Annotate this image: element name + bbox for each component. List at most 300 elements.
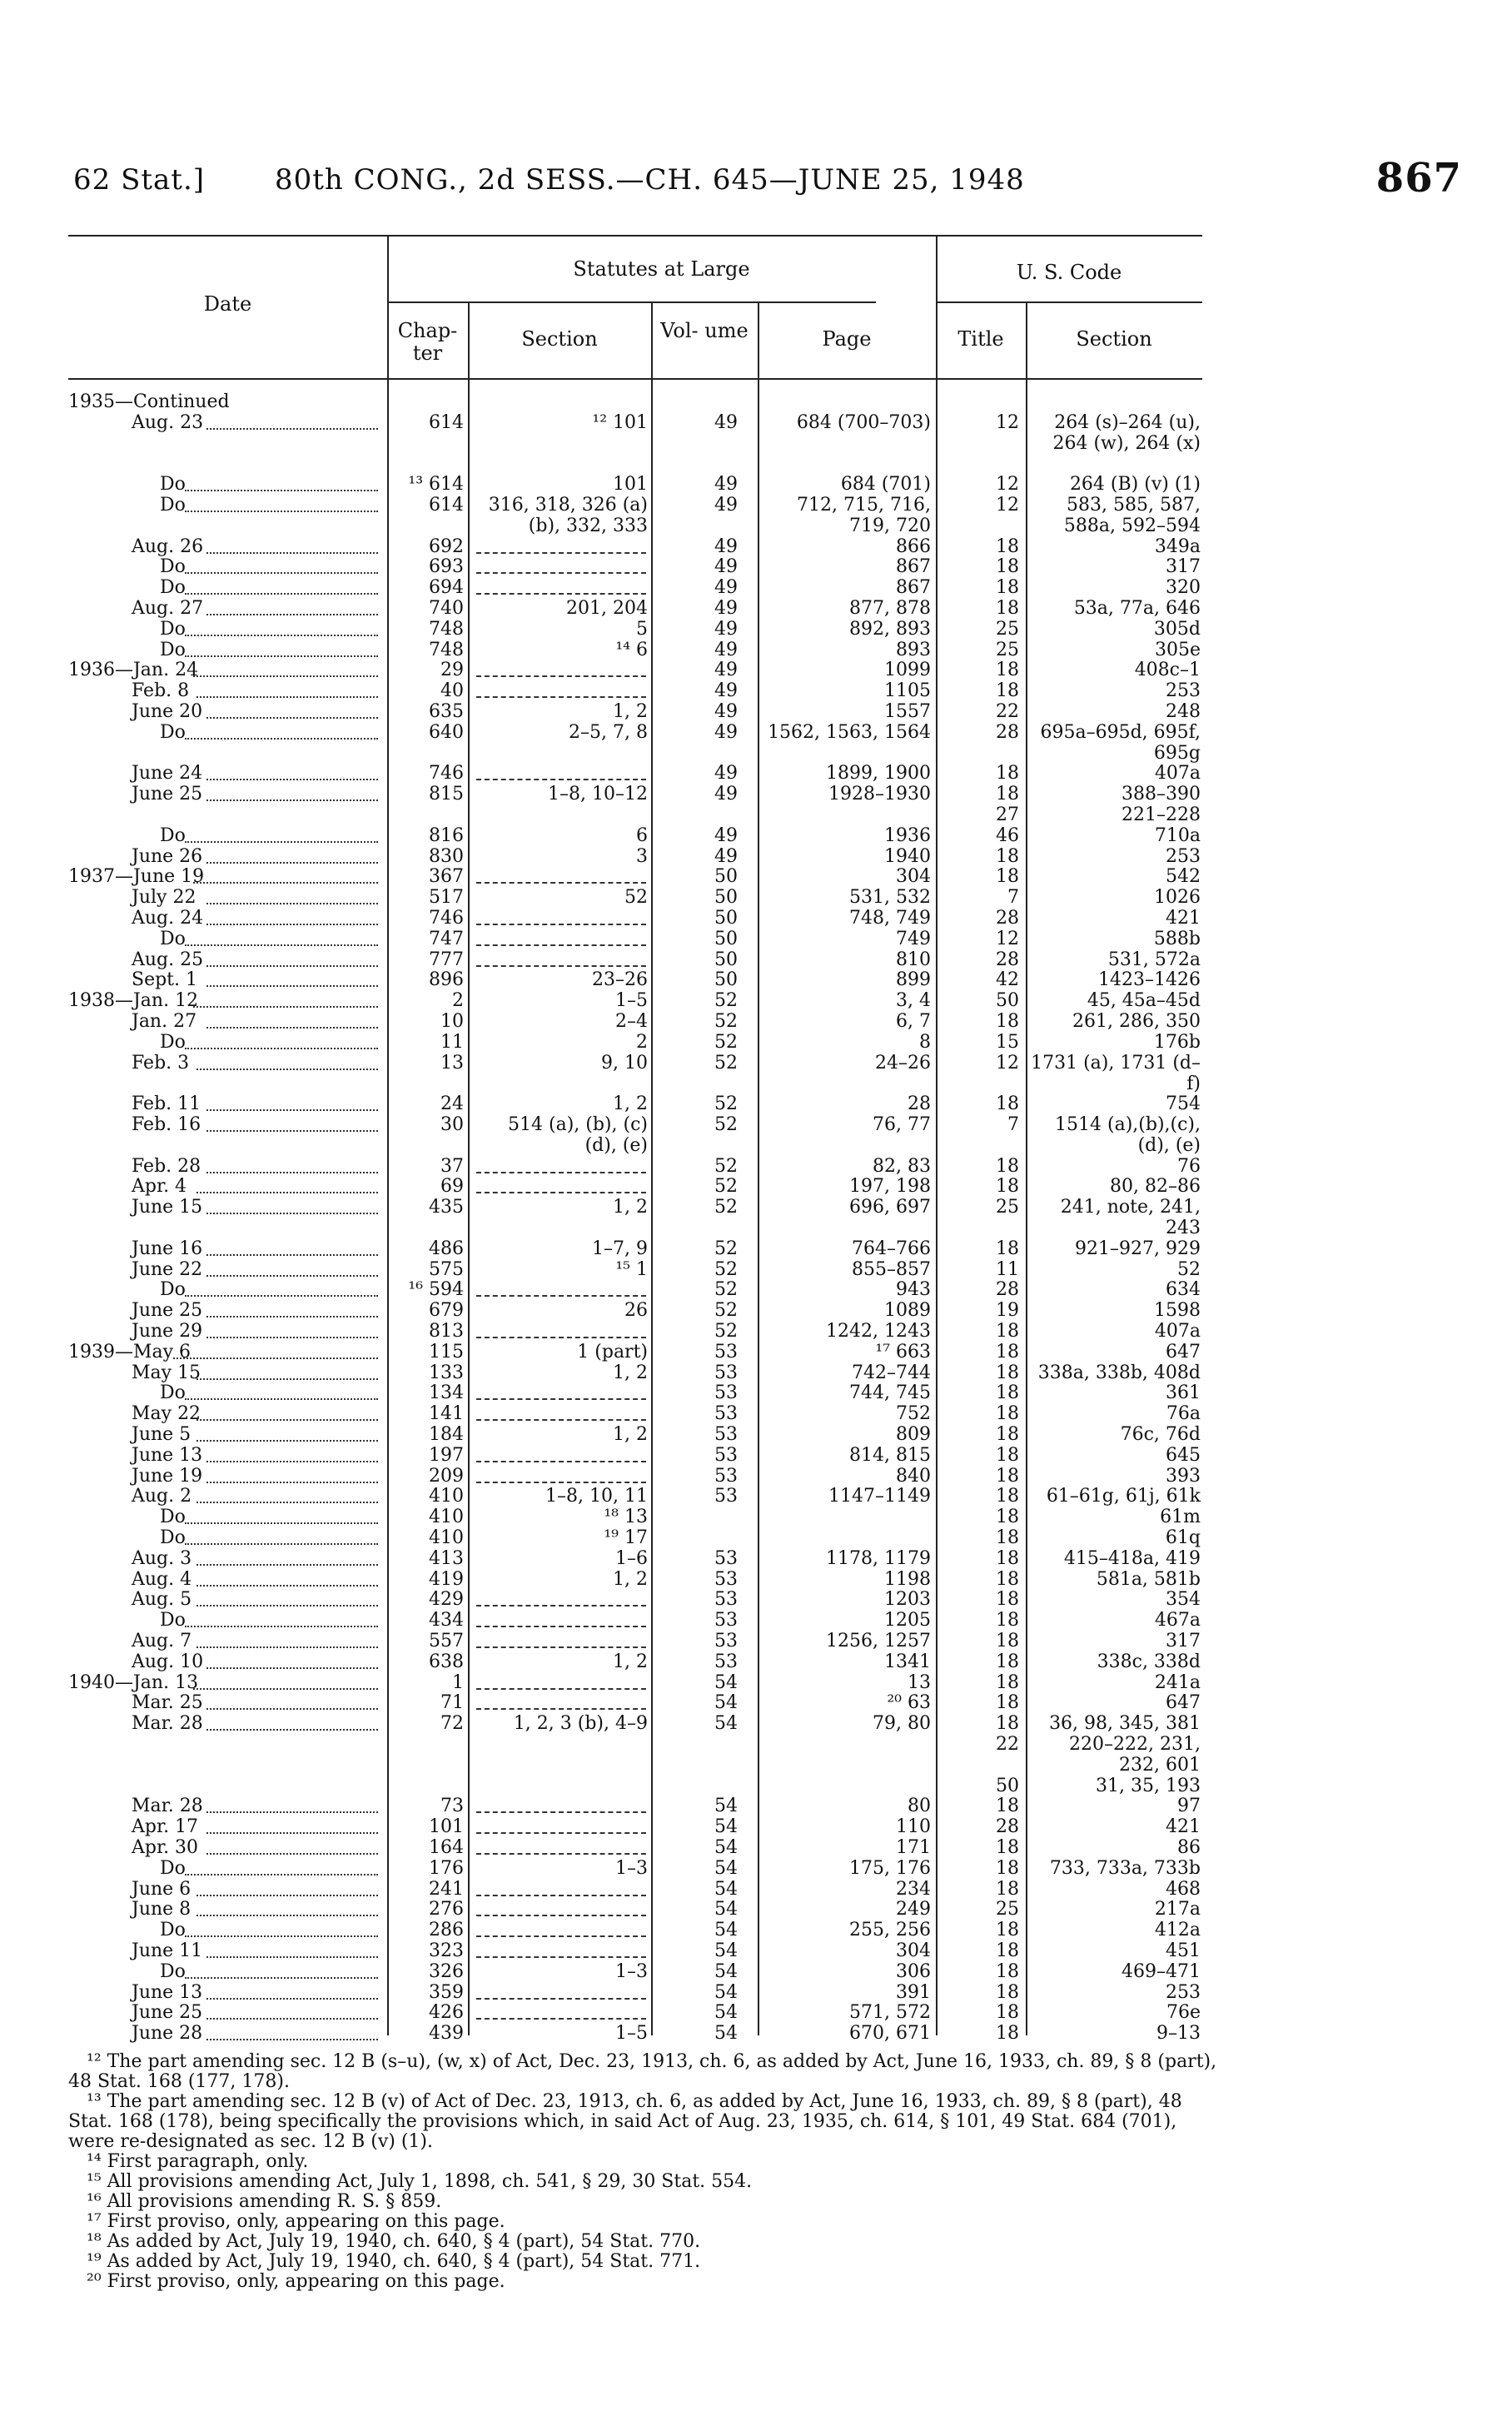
cell-sec: 26 <box>624 1300 648 1322</box>
cell-title: 18 <box>996 680 1019 702</box>
cell-sec: 1, 2, 3 (b), 4–9 <box>513 1713 648 1735</box>
header-bottom-rule <box>68 378 1202 380</box>
table-row <box>68 1879 1202 1900</box>
leader-dots <box>185 1977 378 1979</box>
cell-vol: 52 <box>714 1300 738 1322</box>
cell-csec: 647 <box>1166 1341 1201 1362</box>
table-row <box>68 1548 1202 1569</box>
cell-chap: 286 <box>429 1920 464 1941</box>
cell-vol: 49 <box>714 639 738 660</box>
table-row <box>68 1114 1202 1156</box>
cell-sec: ¹⁹ 17 <box>604 1527 648 1548</box>
cell-page: 1198 <box>884 1568 931 1590</box>
leader-dots <box>185 1626 378 1627</box>
cell-csec: 338c, 338d <box>1097 1651 1201 1672</box>
table-row <box>68 846 1202 867</box>
cell-date: June 11 <box>132 1940 203 1961</box>
leader-dots <box>206 903 378 904</box>
cell-date: Aug. 23 <box>132 411 204 433</box>
cell-date: Apr. 4 <box>132 1176 187 1198</box>
table-row <box>68 474 1202 495</box>
leader-dots <box>206 1832 378 1834</box>
cell-title: 7 <box>1007 1114 1019 1135</box>
leader-dashes <box>476 1172 646 1173</box>
cell-vol: 53 <box>714 1403 738 1425</box>
cell-chap: 410 <box>429 1507 464 1528</box>
cell-csec: 361 <box>1166 1382 1201 1404</box>
cell-csec: 76e <box>1166 2002 1201 2024</box>
cell-vol: 53 <box>714 1486 738 1507</box>
table-row <box>68 1197 1202 1238</box>
cell-chap: ¹³ 614 <box>408 474 464 496</box>
cell-sec: 1, 2 <box>613 1093 648 1115</box>
footnote: ¹⁹ As added by Act, July 19, 1940, ch. 640, § 4 (part), 54 Stat. 771. <box>87 2251 701 2272</box>
cell-csec: 320 <box>1166 577 1201 599</box>
cell-title: 18 <box>996 536 1019 557</box>
cell-csec: 634 <box>1166 1279 1201 1301</box>
cell-vol: 49 <box>714 495 738 516</box>
cell-page: 24–26 <box>875 1052 931 1074</box>
cell-title: 18 <box>996 1176 1019 1198</box>
cell-vol: 54 <box>714 1816 738 1838</box>
cell-date: Aug. 24 <box>132 908 204 929</box>
cell-page: 867 <box>896 577 931 599</box>
cell-vol: 49 <box>714 598 738 619</box>
table-row <box>68 1403 1202 1424</box>
cell-page: 810 <box>896 949 931 970</box>
leader-dots <box>206 1337 378 1338</box>
cell-vol: 49 <box>714 577 738 599</box>
cell-page: 696, 697 <box>849 1197 931 1218</box>
leader-dashes <box>476 1646 646 1648</box>
leader-dots <box>206 1998 378 2000</box>
leader-dots <box>206 1254 378 1256</box>
footnote: ¹⁷ First proviso, only, appearing on this page. <box>87 2211 505 2232</box>
cell-sec: 1, 2 <box>613 1197 648 1218</box>
cell-page: 6, 7 <box>896 1011 931 1032</box>
cell-vol: 53 <box>714 1465 738 1487</box>
footnote: ¹⁴ First paragraph, only. <box>87 2151 309 2172</box>
table-row <box>68 1651 1202 1672</box>
table-row <box>68 784 1202 805</box>
cell-chap: 640 <box>429 721 464 743</box>
table-row <box>68 1816 1202 1837</box>
table-row <box>68 391 1202 412</box>
table-row <box>68 908 1202 929</box>
cell-date: Aug. 7 <box>132 1631 192 1651</box>
cell-csec: 412a <box>1154 1920 1201 1941</box>
cell-title: 18 <box>996 1960 1019 1982</box>
cell-csec: 710a <box>1154 824 1201 846</box>
table-row <box>68 1279 1202 1300</box>
cell-page: 1341 <box>884 1651 931 1672</box>
cell-sec: 1–5 <box>615 2023 648 2045</box>
cell-date: June 26 <box>132 845 203 867</box>
cell-title: 18 <box>996 1507 1019 1528</box>
leader-dots <box>185 635 378 636</box>
cell-title: 18 <box>996 660 1019 681</box>
cell-chap: 13 <box>440 1052 464 1074</box>
cell-date: Aug. 4 <box>132 1568 192 1590</box>
header-page: Page <box>822 327 872 351</box>
cell-vol: 50 <box>714 928 738 949</box>
cell-chap: 557 <box>429 1631 464 1651</box>
footnote: ²⁰ First proviso, only, appearing on this page. <box>87 2271 505 2292</box>
cell-vol: 52 <box>714 1155 738 1177</box>
cell-title: 18 <box>996 1424 1019 1445</box>
table-row <box>68 1424 1202 1445</box>
cell-chap: 40 <box>440 680 464 702</box>
cell-chap: 426 <box>429 2002 464 2024</box>
cell-date: Aug. 27 <box>132 598 204 619</box>
cell-chap: 748 <box>429 618 464 640</box>
leader-dashes <box>476 924 646 925</box>
table-row <box>68 1672 1202 1693</box>
cell-page: 712, 715, 716, 719, 720 <box>797 495 931 536</box>
cell-chap: 746 <box>429 763 464 785</box>
cell-date: Feb. 3 <box>132 1052 190 1074</box>
statutes-group-rule <box>387 301 876 303</box>
cell-vol: 49 <box>714 411 738 433</box>
cell-title: 18 <box>996 556 1019 578</box>
cell-title: 50 <box>996 990 1019 1012</box>
table-row <box>68 1259 1202 1280</box>
table-row <box>68 722 1202 764</box>
leader-dashes <box>476 1811 646 1813</box>
leader-dots <box>206 1811 378 1813</box>
cell-vol: 49 <box>714 824 738 846</box>
cell-date: Do <box>160 1960 186 1982</box>
cell-page: 1203 <box>884 1589 931 1611</box>
cell-page: 877, 878 <box>849 598 931 619</box>
cell-vol: 54 <box>714 1692 738 1714</box>
cell-vol: 50 <box>714 866 738 888</box>
cell-date: June 8 <box>132 1899 191 1920</box>
cell-chap: 326 <box>429 1960 464 1982</box>
cell-csec: 354 <box>1166 1589 1201 1611</box>
cell-sec: 23–26 <box>592 969 648 991</box>
cell-chap: 777 <box>429 949 464 970</box>
leader-dashes <box>476 779 646 780</box>
cell-date: Aug. 2 <box>132 1486 192 1507</box>
leader-dashes <box>476 1708 646 1710</box>
cell-page: 1099 <box>884 660 931 681</box>
table-row <box>68 412 1202 474</box>
cell-sec: 1–8, 10, 11 <box>545 1486 648 1507</box>
cell-chap: 816 <box>429 824 464 846</box>
cell-sec: 9, 10 <box>601 1052 648 1074</box>
table-row <box>68 887 1202 908</box>
footnote: ¹⁶ All provisions amending R. S. § 859. <box>87 2191 442 2212</box>
cell-chap: 746 <box>429 908 464 929</box>
cell-csec: 1514 (a),(b),(c), (d), (e) <box>1055 1114 1201 1156</box>
cell-title: 18 <box>996 1155 1019 1177</box>
cell-chap: 830 <box>429 845 464 867</box>
cell-csec: 542 <box>1166 866 1201 888</box>
leader-dashes <box>476 1915 646 1916</box>
cell-title: 12 <box>996 474 1019 496</box>
table-row <box>68 825 1202 846</box>
cell-csec: 9–13 <box>1156 2023 1201 2045</box>
table-row <box>68 556 1202 577</box>
cell-sec: 1, 2 <box>613 1362 648 1383</box>
leader-dots <box>206 985 378 987</box>
leader-dashes <box>476 1853 646 1855</box>
cell-title: 28 <box>996 721 1019 743</box>
leader-dashes <box>476 675 646 677</box>
cell-page: 306 <box>896 1960 931 1982</box>
cell-title: 18 <box>996 1837 1019 1858</box>
leader-dots <box>206 552 378 554</box>
cell-csec: 407a <box>1154 763 1201 785</box>
leader-dots <box>185 738 378 740</box>
cell-page: 752 <box>896 1403 931 1425</box>
leader-dots <box>193 675 378 677</box>
table-row <box>68 536 1202 557</box>
leader-dots <box>206 1109 378 1111</box>
cell-sec: 1–6 <box>615 1547 648 1569</box>
leader-dots <box>193 1688 378 1690</box>
cell-date: June 25 <box>132 1300 203 1322</box>
leader-dots <box>185 1543 378 1545</box>
cell-csec: 338a, 338b, 408d <box>1037 1362 1201 1383</box>
cell-page: 197, 198 <box>849 1176 931 1198</box>
cell-page: 866 <box>896 536 931 557</box>
cell-csec: 76c, 76d <box>1120 1424 1201 1445</box>
cell-vol: 53 <box>714 1382 738 1404</box>
table-row <box>68 495 1202 536</box>
table-row <box>68 1631 1202 1651</box>
cell-page: 82, 83 <box>873 1155 931 1177</box>
leader-dashes <box>476 1935 646 1937</box>
cell-csec: 581a, 581b <box>1096 1568 1201 1590</box>
leader-dots <box>196 1585 378 1587</box>
table-row <box>68 701 1202 722</box>
header-statutes-group: Statutes at Large <box>573 257 750 281</box>
cell-sec: 101 <box>613 474 648 496</box>
cell-chap: 748 <box>429 639 464 660</box>
cell-title: 25 <box>996 1197 1019 1218</box>
page-number: 867 <box>1375 155 1462 202</box>
cell-sec: 2–4 <box>615 1011 648 1032</box>
cell-csec: 421 <box>1166 1816 1201 1838</box>
table-row <box>68 1796 1202 1816</box>
cell-sec: ¹⁴ 6 <box>615 639 648 660</box>
cell-title: 15 <box>996 1031 1019 1053</box>
cell-vol: 54 <box>714 2023 738 2045</box>
leader-dashes <box>476 1398 646 1400</box>
cell-page: 571, 572 <box>849 2002 931 2024</box>
cell-date: Do <box>160 577 186 599</box>
cell-page: 1557 <box>884 701 931 722</box>
cell-sec: 1–5 <box>615 990 648 1012</box>
cell-page: 531, 532 <box>849 887 931 909</box>
cell-csec: 469–471 <box>1122 1960 1201 1982</box>
cell-chap: 815 <box>429 784 464 805</box>
cell-page: 1940 <box>884 845 931 867</box>
leader-dots <box>206 1027 378 1029</box>
table-row <box>68 1321 1202 1342</box>
cell-page: 670, 671 <box>849 2023 931 2045</box>
cell-title: 18 <box>996 577 1019 599</box>
cell-chap: 37 <box>440 1155 464 1177</box>
header-volume: Vol- ume <box>660 319 749 342</box>
cell-chap: 813 <box>429 1321 464 1342</box>
cell-chap: 101 <box>429 1816 464 1838</box>
leader-dots <box>196 1440 378 1442</box>
cell-date: June 25 <box>132 2002 203 2024</box>
cell-page: 1205 <box>884 1610 931 1631</box>
cell-title: 46 <box>996 824 1019 846</box>
cell-title: 18 <box>996 1568 1019 1590</box>
cell-chap: 413 <box>429 1547 464 1569</box>
cell-chap: 10 <box>440 1011 464 1032</box>
cell-csec: 45, 45a–45d <box>1087 990 1201 1012</box>
cell-chap: 410 <box>429 1527 464 1548</box>
cell-date: Aug. 25 <box>132 949 204 970</box>
leader-dashes <box>476 1295 646 1297</box>
cell-date: 1935—Continued <box>68 391 230 412</box>
leader-dots <box>185 1295 378 1297</box>
cell-title: 18 <box>996 784 1019 805</box>
leader-dots <box>206 1708 378 1710</box>
cell-page: 76, 77 <box>873 1114 931 1135</box>
cell-page: ¹⁷ 663 <box>875 1341 931 1362</box>
table-row <box>68 2023 1202 2044</box>
cell-vol: 52 <box>714 1258 738 1280</box>
leader-dots <box>185 1935 378 1937</box>
leader-dots <box>206 924 378 925</box>
table-row <box>68 1899 1202 1920</box>
footnote: ¹² The part amending sec. 12 B (s–u), (w, x) of Act, Dec. 23, 1913, ch. 6, as added by Act, June 16, 1933, ch. 89, § 8 (part), 48 Stat. 168 (177, 178). <box>68 2051 1217 2092</box>
cell-csec: 388–390 <box>1122 784 1201 805</box>
table-row <box>68 1176 1202 1197</box>
cell-page: 749 <box>896 928 931 949</box>
leader-dots <box>185 1048 378 1049</box>
running-header-center: 80th CONG., 2d SESS.—CH. 645—JUNE 25, 1948 <box>275 163 1025 197</box>
cell-csec: 349a <box>1154 536 1201 557</box>
cell-csec: 221–228 <box>1122 805 1201 825</box>
cell-title: 18 <box>996 763 1019 785</box>
cell-chap: 176 <box>429 1857 464 1879</box>
cell-date: Feb. 16 <box>132 1114 201 1135</box>
cell-csec: 76 <box>1177 1155 1201 1177</box>
cell-sec: 1–3 <box>615 1857 648 1879</box>
table-row <box>68 1920 1202 1940</box>
leader-dashes <box>476 965 646 967</box>
leader-dashes <box>476 572 646 574</box>
header-code-section: Section <box>1076 327 1152 351</box>
cell-title: 18 <box>996 1238 1019 1259</box>
cell-vol: 53 <box>714 1568 738 1590</box>
cell-title: 18 <box>996 1651 1019 1672</box>
cell-csec: 754 <box>1166 1093 1201 1115</box>
leader-dots <box>196 1605 378 1607</box>
leader-dashes <box>476 1895 646 1896</box>
leader-dashes <box>476 944 646 946</box>
cell-title: 18 <box>996 1692 1019 1714</box>
cell-chap: 24 <box>440 1093 464 1115</box>
cell-title: 25 <box>996 1899 1019 1920</box>
cell-csec: 647 <box>1166 1692 1201 1714</box>
table-row <box>68 1713 1202 1734</box>
leader-dots <box>206 1667 378 1669</box>
cell-page: 1105 <box>884 680 931 702</box>
cell-date: Mar. 25 <box>132 1692 203 1714</box>
cell-vol: 49 <box>714 556 738 578</box>
cell-date: Feb. 11 <box>132 1093 201 1115</box>
cell-csec: 241, note, 241, 243 <box>1060 1197 1201 1239</box>
cell-vol: 50 <box>714 969 738 991</box>
table-row <box>68 680 1202 701</box>
cell-page: 28 <box>908 1093 931 1115</box>
cell-title: 18 <box>996 1465 1019 1487</box>
leader-dots <box>196 696 378 698</box>
cell-date: 1940—Jan. 13 <box>68 1671 199 1693</box>
cell-date: Do <box>160 824 186 846</box>
cell-csec: 733, 733a, 733b <box>1049 1857 1201 1879</box>
leader-dashes <box>476 1998 646 2000</box>
leader-dots <box>206 862 378 864</box>
table-row <box>68 660 1202 680</box>
cell-date: Aug. 10 <box>132 1651 204 1672</box>
cell-title: 18 <box>996 1671 1019 1693</box>
cell-title: 28 <box>996 1816 1019 1838</box>
leader-dashes <box>476 1688 646 1690</box>
cell-chap: 694 <box>429 577 464 599</box>
cell-sec: 2–5, 7, 8 <box>569 721 648 743</box>
leader-dots <box>206 1956 378 1958</box>
cell-csec: 1731 (a), 1731 (d–f) <box>1031 1052 1201 1094</box>
leader-dots <box>185 593 378 595</box>
cell-page: 1562, 1563, 1564 <box>768 721 931 743</box>
leader-dashes <box>476 1482 646 1483</box>
cell-csec: 31, 35, 193 <box>1096 1775 1201 1796</box>
cell-title: 18 <box>996 1920 1019 1941</box>
cell-chap: 693 <box>429 556 464 578</box>
cell-title: 25 <box>996 618 1019 640</box>
cell-chap: 197 <box>429 1444 464 1466</box>
cell-csec: 695a–695d, 695f, 695g <box>1040 721 1201 764</box>
table-row <box>68 1692 1202 1713</box>
cell-csec: 415–418a, 419 <box>1063 1547 1201 1569</box>
cell-chap: 29 <box>440 660 464 681</box>
cell-page: 171 <box>896 1837 931 1858</box>
footnote: ¹³ The part amending sec. 12 B (v) of Act of Dec. 23, 1913, ch. 6, as added by Act, June 16, 1933, ch. 89, § 8 (part), 48 Stat. 168 (178), being specifically the provisions which, in said Act of Aug. 23, 1935, ch. 614, § 101, 49 Stat. 684 (701), were re-designated as sec. 12 B (v) (1). <box>68 2091 1182 2152</box>
cell-vol: 49 <box>714 763 738 785</box>
cell-title: 18 <box>996 598 1019 619</box>
cell-chap: 367 <box>429 866 464 888</box>
cell-title: 18 <box>996 1796 1019 1817</box>
leader-dots <box>173 1357 378 1359</box>
cell-page: 1928–1930 <box>828 784 931 805</box>
cell-sec: ¹⁸ 13 <box>604 1507 648 1528</box>
leader-dots <box>206 1482 378 1483</box>
cell-csec: 317 <box>1166 1631 1201 1651</box>
cell-csec: 241a <box>1154 1671 1201 1693</box>
leader-dots <box>196 1895 378 1896</box>
leader-dashes <box>476 1337 646 1338</box>
leader-dots <box>206 1130 378 1132</box>
code-group-rule <box>936 301 1202 303</box>
cell-date: Sept. 1 <box>132 969 197 991</box>
cell-sec: 514 (a), (b), (c) (d), (e) <box>508 1114 648 1156</box>
leader-dots <box>185 1398 378 1400</box>
running-header-left: 62 Stat.] <box>73 163 206 197</box>
cell-page: 748, 749 <box>849 908 931 929</box>
table-row <box>68 1362 1202 1383</box>
cell-title: 18 <box>996 1011 1019 1032</box>
